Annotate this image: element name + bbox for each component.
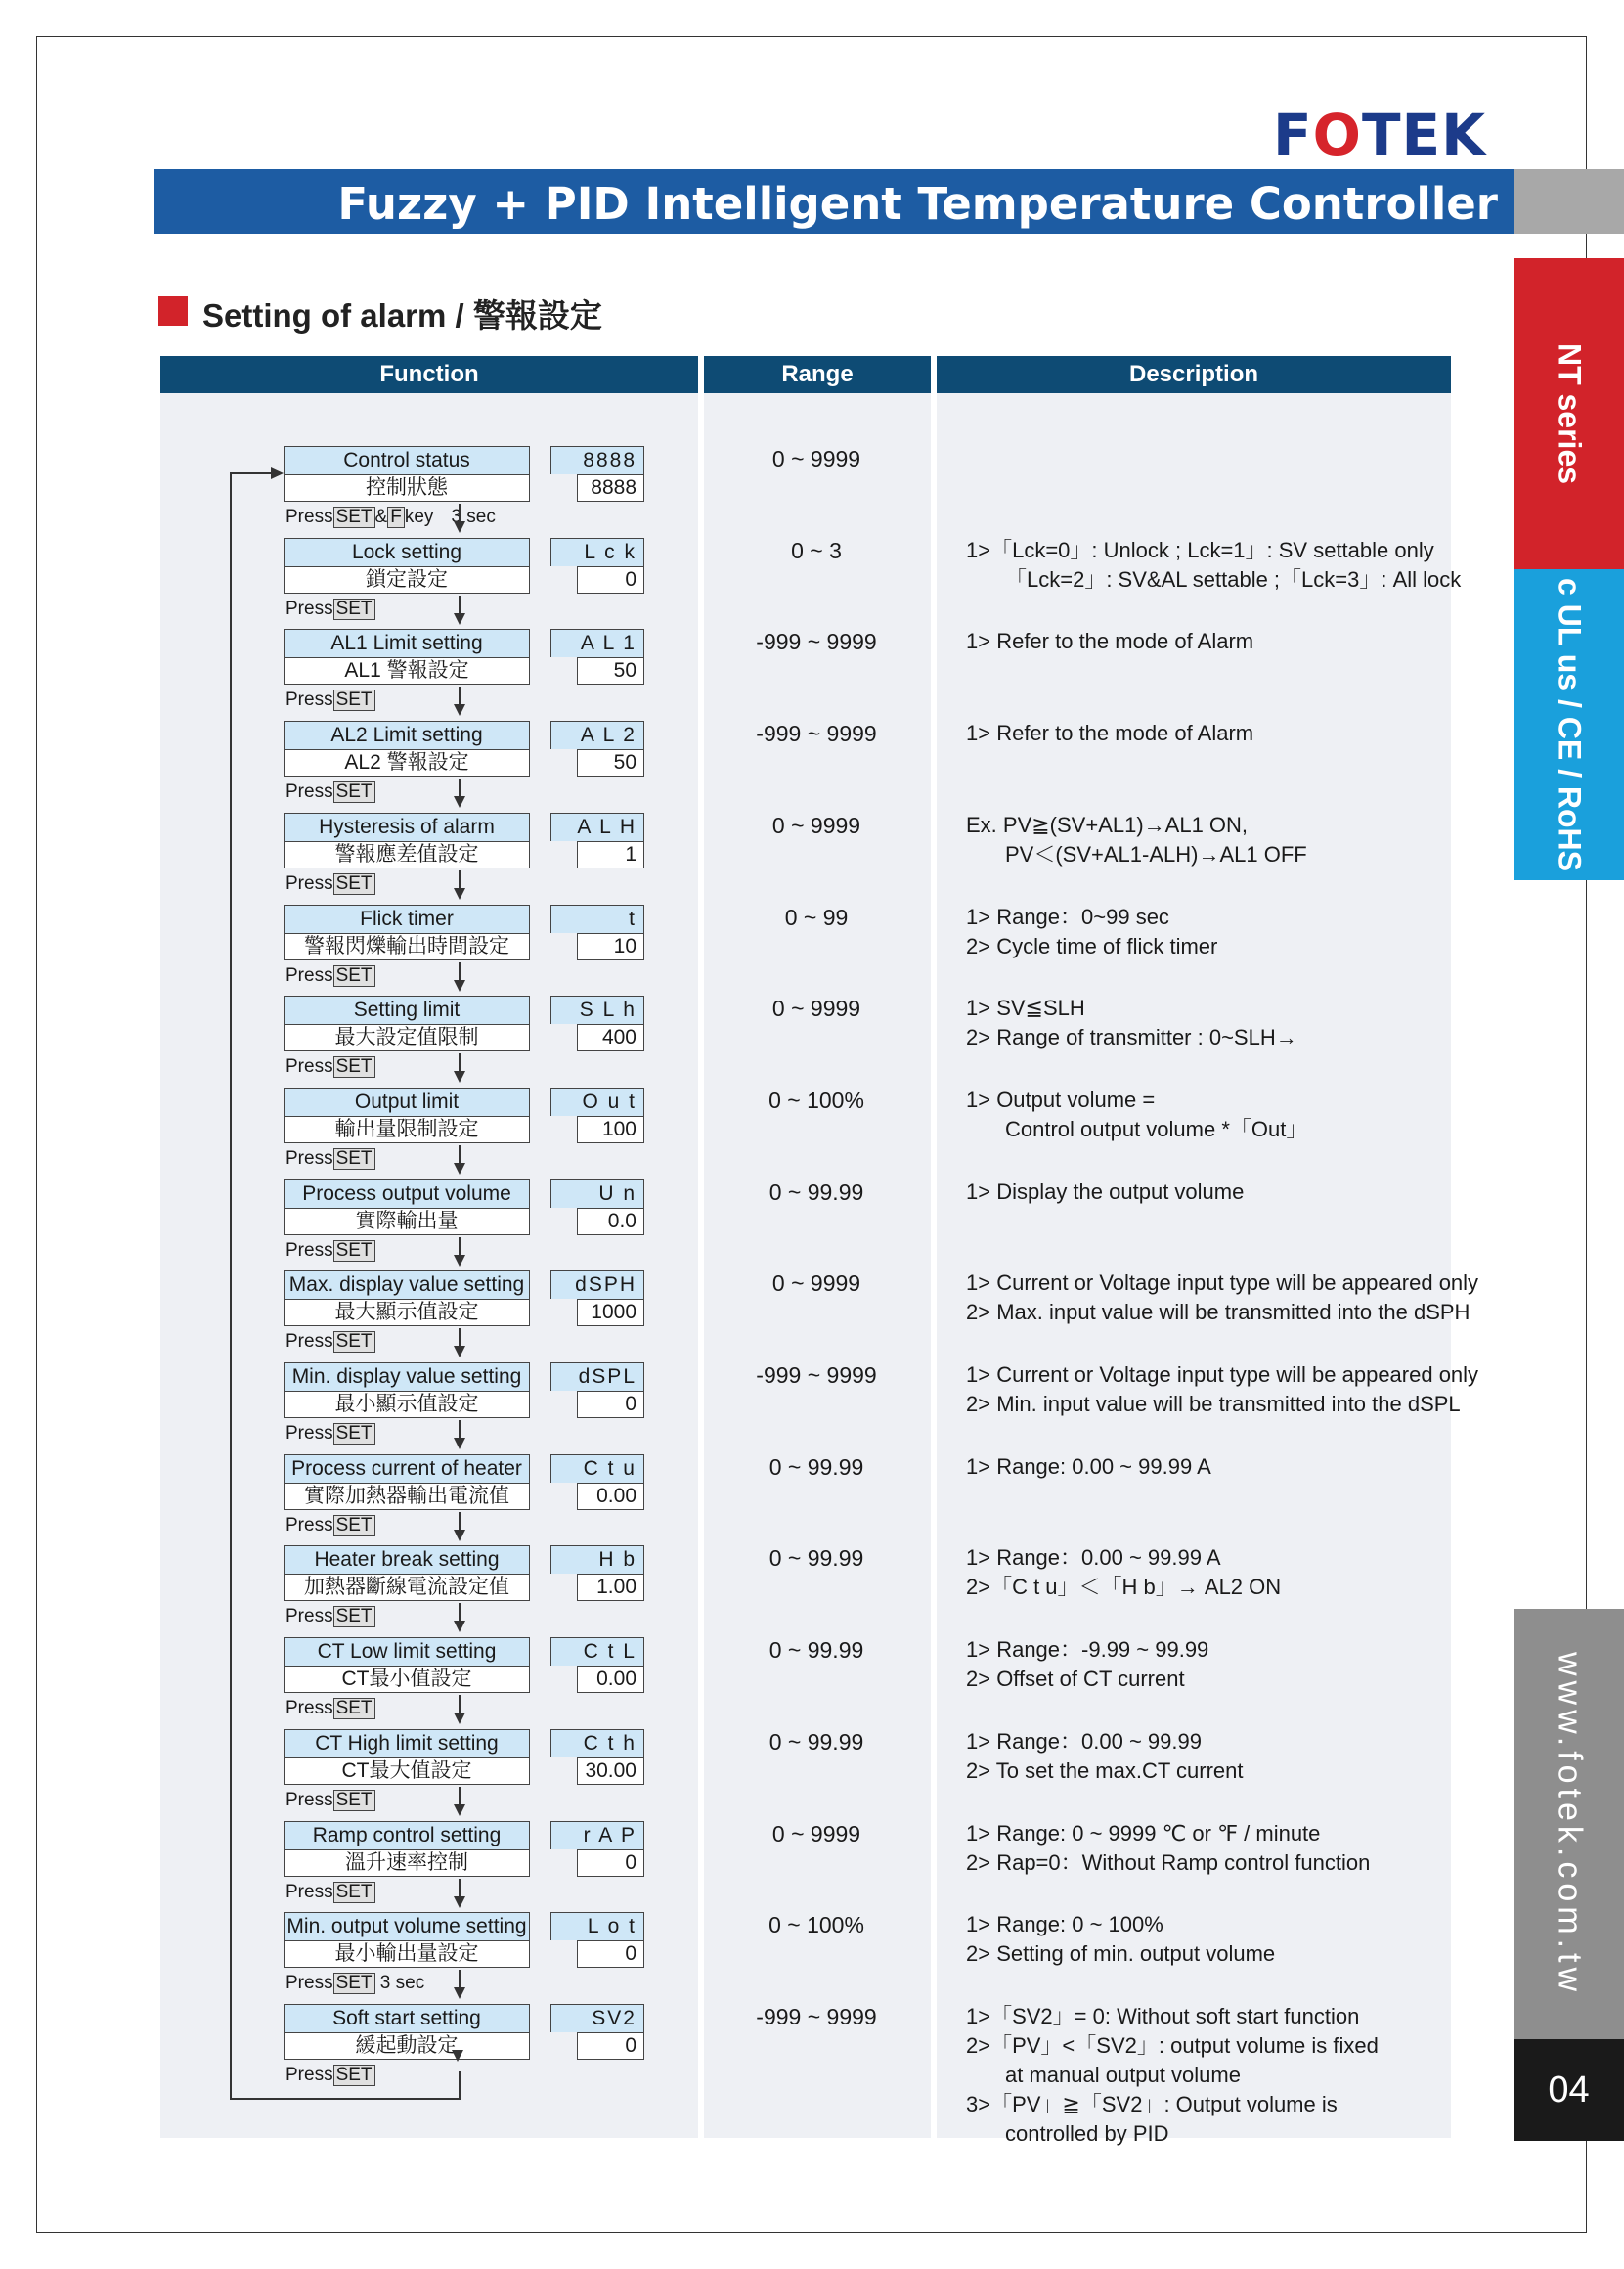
description-text: [966, 627, 1253, 656]
certification-tab: c UL us / CE / RoHS: [1514, 569, 1624, 880]
range-value: 0 ~ 99.99: [768, 1545, 864, 1571]
function-name-en: Control status: [284, 446, 530, 474]
set-key-label: SET: [333, 2065, 375, 2086]
function-name-en: Setting limit: [284, 996, 530, 1024]
down-arrow-icon: [459, 870, 461, 898]
description-line: 1> Range：-9.99 ~ 99.99: [966, 1637, 1209, 1662]
function-name-en: AL1 Limit setting: [284, 629, 530, 657]
range-value: 0 ~ 9999: [771, 1270, 861, 1296]
description-line: 2>「C t u」＜「H b」→ AL2 ON: [966, 1575, 1282, 1599]
description-line: 1> Range: 0 ~ 9999 ℃ or ℉ / minute: [966, 1821, 1321, 1846]
function-name-en: Hysteresis of alarm: [284, 813, 530, 841]
parameter-value: 0: [577, 1391, 644, 1418]
parameter-value: 10: [577, 933, 644, 960]
parameter-code: H b: [550, 1545, 644, 1574]
description-text: [966, 1910, 1275, 1969]
set-key-label: SET: [333, 1515, 375, 1536]
press-instruction: Press SET: [285, 780, 375, 804]
description-line: Control output volume *「Out」: [1005, 1117, 1308, 1141]
down-arrow-icon: [459, 962, 461, 990]
press-instruction: Press SET 3 sec: [285, 1973, 425, 1993]
function-name-en: Ramp control setting: [284, 1821, 530, 1849]
description-line: 2> Offset of CT current: [966, 1667, 1185, 1691]
parameter-code: A L 2: [550, 721, 644, 749]
description-line: 2> To set the max.CT current: [966, 1758, 1244, 1783]
description-line: PV＜(SV+AL1-ALH)→AL1 OFF: [1005, 842, 1307, 867]
title-banner: [154, 169, 1514, 234]
down-arrow-icon: [459, 1420, 461, 1447]
parameter-code: r A P: [550, 1821, 644, 1849]
description-line: 1> Current or Voltage input type will be appeared only: [966, 1362, 1479, 1387]
description-line: at manual output volume: [1005, 2063, 1241, 2087]
range-value: 0 ~ 9999: [771, 813, 861, 838]
description-line: 1>「SV2」= 0: Without soft start function: [966, 2004, 1360, 2028]
function-name-en: Min. display value setting: [284, 1362, 530, 1391]
banner-tab: [1514, 169, 1624, 234]
set-key-label: SET: [333, 1882, 375, 1903]
description-text: [966, 1543, 1281, 1602]
series-tab: NT series: [1514, 258, 1624, 569]
function-name-en: CT High limit setting: [284, 1729, 530, 1757]
range-column: [704, 356, 931, 2138]
parameter-value: 50: [577, 657, 644, 685]
function-name-en: Lock setting: [284, 538, 530, 566]
description-text: [966, 903, 1217, 961]
parameter-value: 0.00: [577, 1483, 644, 1510]
function-name-zh: 實際輸出量: [284, 1208, 530, 1235]
description-text: [966, 1452, 1211, 1482]
parameter-code: A L H: [550, 813, 644, 841]
down-arrow-icon: [459, 1053, 461, 1081]
parameter-code: 8888: [550, 446, 644, 474]
parameter-value: 1000: [577, 1299, 644, 1326]
function-name-en: Flick timer: [284, 905, 530, 933]
parameter-value: 100: [577, 1116, 644, 1143]
parameter-value: 50: [577, 749, 644, 777]
parameter-value: 30.00: [577, 1757, 644, 1785]
parameter-value: 0: [577, 1940, 644, 1968]
set-key-label: SET: [333, 1240, 375, 1262]
description-text: [966, 719, 1253, 748]
press-instruction: Press SET: [285, 689, 375, 712]
down-arrow-icon: [459, 596, 461, 623]
press-instruction: Press SET: [285, 1239, 375, 1263]
press-instruction: Press SET: [285, 1422, 375, 1446]
parameter-code: dSPL: [550, 1362, 644, 1391]
function-name-en: AL2 Limit setting: [284, 721, 530, 749]
description-text: [966, 1178, 1244, 1207]
set-key-label: SET: [333, 1148, 375, 1170]
press-instruction: Press SET & F key 3 sec: [285, 507, 496, 527]
function-name-zh: 警報閃爍輸出時間設定: [284, 933, 530, 960]
description-line: Ex. PV≧(SV+AL1)→AL1 ON,: [966, 813, 1249, 837]
description-line: 1> Range: 0 ~ 100%: [966, 1912, 1163, 1936]
function-name-zh: 鎖定設定: [284, 566, 530, 594]
function-name-en: Min. output volume setting: [284, 1912, 530, 1940]
description-line: 2>「PV」<「SV2」: output volume is fixed: [966, 2033, 1379, 2058]
function-name-zh: 輸出量限制設定: [284, 1116, 530, 1143]
description-text: [966, 2002, 1379, 2149]
range-value: -999 ~ 9999: [756, 1362, 877, 1388]
description-line: 1> Range：0.00 ~ 99.99: [966, 1729, 1202, 1754]
description-text: [966, 811, 1307, 869]
parameter-code: U n: [550, 1179, 644, 1208]
range-value: 0 ~ 9999: [771, 996, 861, 1021]
fotek-logo: FOTEK: [1273, 102, 1487, 168]
set-key-label: F: [387, 507, 405, 528]
function-name-en: CT Low limit setting: [284, 1637, 530, 1666]
parameter-code: L c k: [550, 538, 644, 566]
range-value: 0 ~ 99: [784, 905, 849, 930]
description-line: 1> Range: 0.00 ~ 99.99 A: [966, 1454, 1211, 1479]
range-value: 0 ~ 100%: [768, 1088, 864, 1113]
parameter-value: 0.0: [577, 1208, 644, 1235]
down-arrow-icon: [459, 1512, 461, 1539]
parameter-code: dSPH: [550, 1270, 644, 1299]
description-text: [966, 994, 1297, 1052]
description-line: 1>「Lck=0」: Unlock ; Lck=1」: SV settable only: [966, 538, 1434, 562]
press-instruction: Press SET: [285, 964, 375, 988]
description-line: 1> Range：0~99 sec: [966, 905, 1169, 929]
parameter-value: 0: [577, 2032, 644, 2060]
description-line: 2> Cycle time of flick timer: [966, 934, 1218, 958]
function-name-zh: 警報應差值設定: [284, 841, 530, 868]
function-name-en: Output limit: [284, 1088, 530, 1116]
function-name-zh: 加熱器斷線電流設定值: [284, 1574, 530, 1601]
parameter-value: 0: [577, 566, 644, 594]
range-value: 0 ~ 9999: [771, 446, 861, 471]
description-text: [966, 536, 1461, 595]
down-arrow-icon: [459, 687, 461, 714]
function-name-zh: 最大顯示值設定: [284, 1299, 530, 1326]
press-instruction: Press SET: [285, 1055, 375, 1079]
press-instruction: Press SET: [285, 1789, 375, 1812]
press-instruction: Press SET: [285, 1514, 375, 1537]
press-instruction: Press SET: [285, 1330, 375, 1354]
set-key-label: SET: [333, 690, 375, 711]
set-key-label: SET: [333, 965, 375, 987]
function-name-zh: 控制狀態: [284, 474, 530, 502]
section-title: Setting of alarm / 警報設定: [202, 297, 602, 334]
range-value: 0 ~ 3: [791, 538, 842, 563]
description-text: [966, 1819, 1370, 1878]
range-value: 0 ~ 9999: [771, 1821, 861, 1846]
description-line: 1> Refer to the mode of Alarm: [966, 629, 1254, 653]
parameter-value: 8888: [577, 474, 644, 502]
set-key-label: SET: [333, 599, 375, 620]
website-tab: www.fotek.com.tw: [1514, 1609, 1624, 2039]
parameter-code: O u t: [550, 1088, 644, 1116]
down-arrow-icon: [459, 1328, 461, 1356]
set-key-label: SET: [333, 1606, 375, 1627]
parameter-value: 0: [577, 1849, 644, 1877]
description-text: [966, 1086, 1307, 1144]
parameter-code: A L 1: [550, 629, 644, 657]
function-header: Function: [160, 356, 698, 393]
parameter-code: C t u: [550, 1454, 644, 1483]
function-name-zh: 最小輸出量設定: [284, 1940, 530, 1968]
range-value: 0 ~ 99.99: [768, 1729, 864, 1755]
function-name-en: Process output volume: [284, 1179, 530, 1208]
description-line: 1> Display the output volume: [966, 1179, 1245, 1204]
down-arrow-icon: [459, 504, 461, 531]
down-arrow-icon: [459, 1695, 461, 1722]
parameter-value: 0.00: [577, 1666, 644, 1693]
function-name-zh: CT最大值設定: [284, 1757, 530, 1785]
parameter-code: SV2: [550, 2004, 644, 2032]
description-line: 1> Refer to the mode of Alarm: [966, 721, 1254, 745]
parameter-code: C t h: [550, 1729, 644, 1757]
press-instruction: Press SET: [285, 1605, 375, 1628]
function-name-zh: 最大設定值限制: [284, 1024, 530, 1051]
range-header: Range: [704, 356, 931, 393]
set-key-label: SET: [333, 1698, 375, 1719]
range-value: -999 ~ 9999: [756, 2004, 877, 2029]
function-name-en: Process current of heater: [284, 1454, 530, 1483]
description-line: 2> Rap=0：Without Ramp control function: [966, 1850, 1371, 1875]
description-line: 2> Range of transmitter : 0~SLH→: [966, 1025, 1297, 1049]
range-value: 0 ~ 99.99: [768, 1637, 864, 1663]
description-line: 1> Current or Voltage input type will be appeared only: [966, 1270, 1479, 1295]
set-key-label: SET: [333, 1973, 375, 1994]
range-value: 0 ~ 99.99: [768, 1454, 864, 1480]
press-instruction: Press SET: [285, 2064, 375, 2087]
parameter-value: 1.00: [577, 1574, 644, 1601]
range-value: -999 ~ 9999: [756, 721, 877, 746]
set-key-label: SET: [333, 507, 375, 528]
function-name-zh: 實際加熱器輸出電流值: [284, 1483, 530, 1510]
page-title: Fuzzy + PID Intelligent Temperature Controller: [337, 178, 1498, 230]
set-key-label: SET: [333, 1790, 375, 1811]
function-name-zh: 溫升速率控制: [284, 1849, 530, 1877]
parameter-code: C t L: [550, 1637, 644, 1666]
description-text: [966, 1635, 1208, 1694]
set-key-label: SET: [333, 1423, 375, 1445]
description-line: 3>「PV」≧「SV2」: Output volume is: [966, 2092, 1338, 2116]
down-arrow-icon: [459, 1879, 461, 1906]
description-line: 2> Max. input value will be transmitted into the dSPH: [966, 1300, 1470, 1324]
press-instruction: Press SET: [285, 1697, 375, 1720]
parameter-code: t: [550, 905, 644, 933]
description-text: [966, 1727, 1244, 1786]
down-arrow-icon: [459, 1787, 461, 1814]
description-header: Description: [937, 356, 1451, 393]
range-value: 0 ~ 99.99: [768, 1179, 864, 1205]
function-name-en: Heater break setting: [284, 1545, 530, 1574]
description-line: 2> Min. input value will be transmitted into the dSPL: [966, 1392, 1461, 1416]
set-key-label: SET: [333, 1331, 375, 1353]
set-key-label: SET: [333, 873, 375, 895]
press-instruction: Press SET: [285, 1881, 375, 1904]
function-name-en: Soft start setting: [284, 2004, 530, 2032]
parameter-value: 400: [577, 1024, 644, 1051]
section-bullet-icon: [158, 296, 188, 326]
press-instruction: Press SET: [285, 1147, 375, 1171]
description-text: [966, 1268, 1478, 1327]
range-value: 0 ~ 100%: [768, 1912, 864, 1937]
down-arrow-icon: [459, 1237, 461, 1265]
range-value: -999 ~ 9999: [756, 629, 877, 654]
function-name-en: Max. display value setting: [284, 1270, 530, 1299]
function-name-zh: 最小顯示值設定: [284, 1391, 530, 1418]
down-arrow-icon: [459, 1603, 461, 1630]
down-arrow-icon: [459, 1145, 461, 1173]
down-arrow-icon: [459, 1970, 461, 1997]
parameter-value: 1: [577, 841, 644, 868]
description-line: controlled by PID: [1005, 2121, 1169, 2146]
function-name-zh: 緩起動設定: [284, 2032, 530, 2060]
parameter-code: S L h: [550, 996, 644, 1024]
function-name-zh: AL1 警報設定: [284, 657, 530, 685]
press-instruction: Press SET: [285, 598, 375, 621]
page-number: 04: [1514, 2039, 1624, 2141]
description-line: 2> Setting of min. output volume: [966, 1941, 1276, 1966]
parameter-code: L o t: [550, 1912, 644, 1940]
function-name-zh: CT最小值設定: [284, 1666, 530, 1693]
down-arrow-icon: [459, 779, 461, 806]
description-text: [966, 1360, 1478, 1419]
set-key-label: SET: [333, 781, 375, 803]
description-line: 「Lck=2」: SV&AL settable ;「Lck=3」: All lock: [1005, 567, 1462, 592]
description-line: 1> Range：0.00 ~ 99.99 A: [966, 1545, 1221, 1570]
function-name-zh: AL2 警報設定: [284, 749, 530, 777]
set-key-label: SET: [333, 1056, 375, 1078]
description-line: 1> SV≦SLH: [966, 996, 1085, 1020]
description-line: 1> Output volume =: [966, 1088, 1156, 1112]
press-instruction: Press SET: [285, 872, 375, 896]
